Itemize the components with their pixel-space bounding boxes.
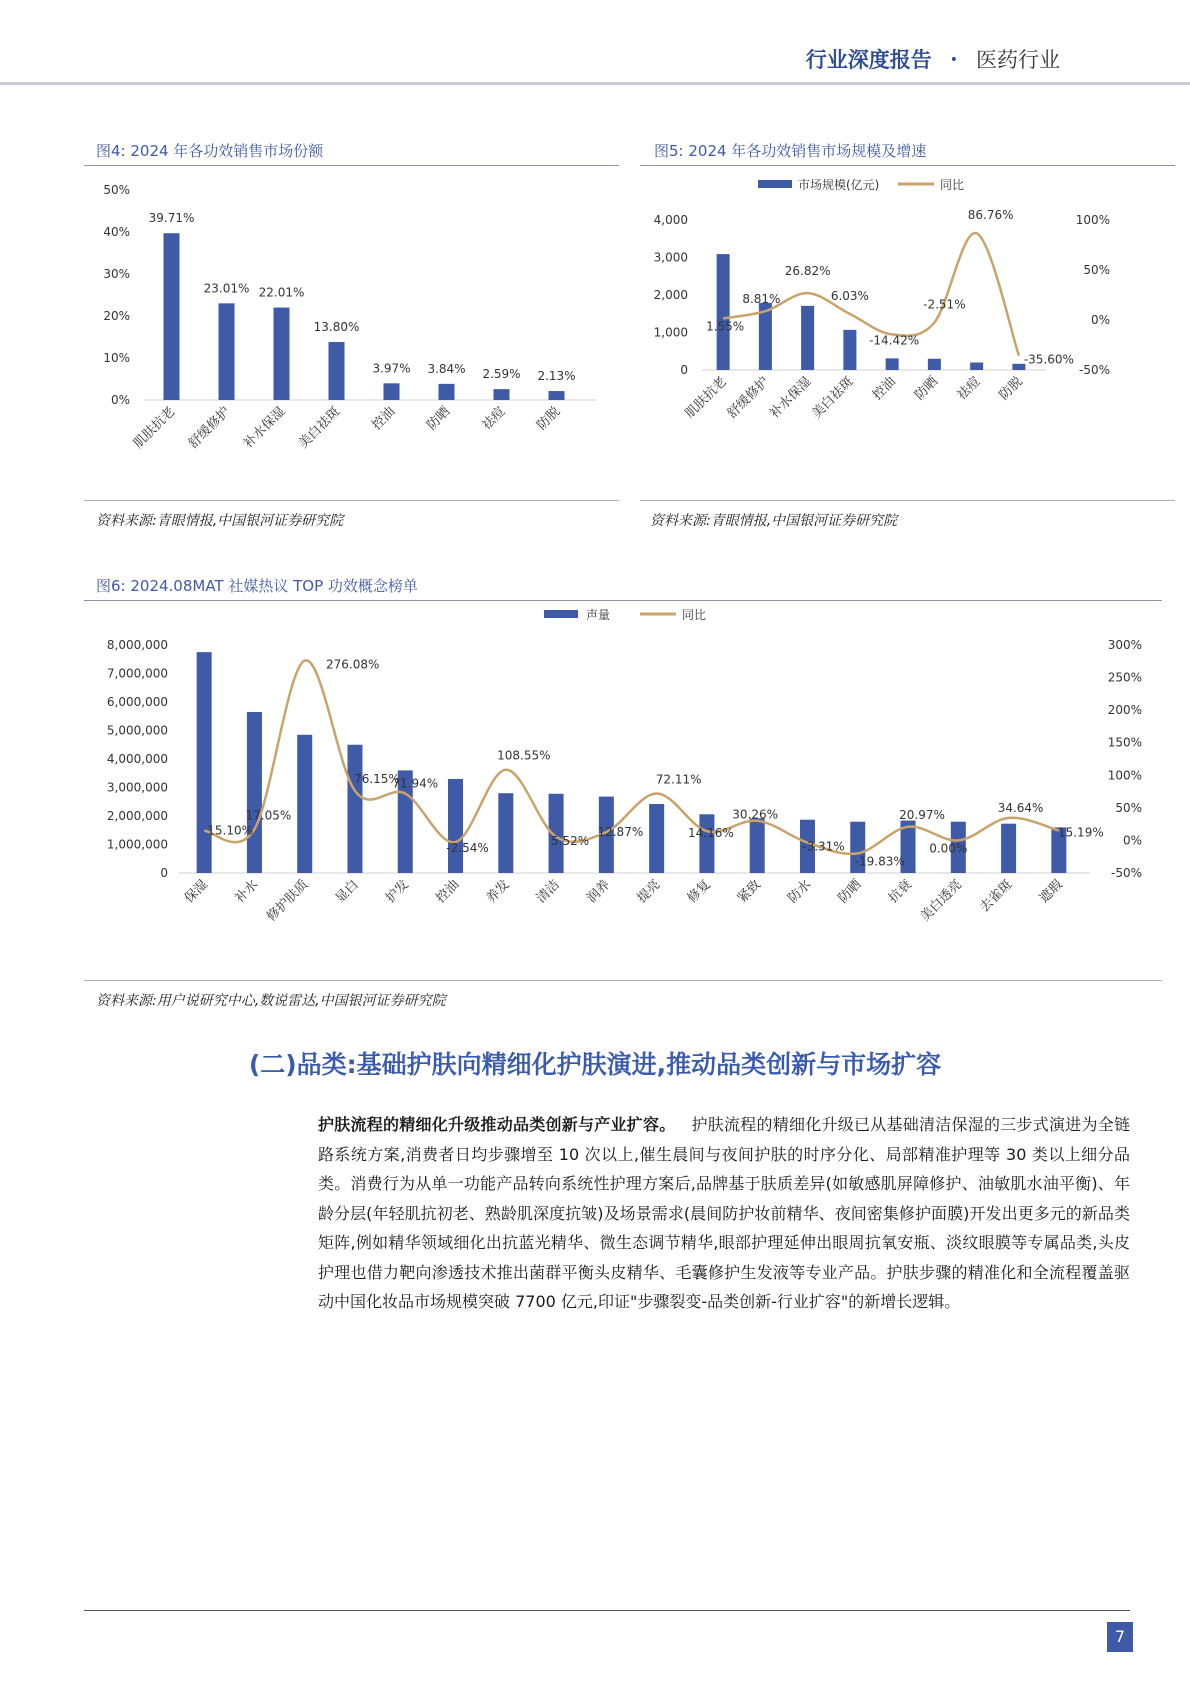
fig5-ytick-right: -50%	[1078, 363, 1110, 377]
fig4-data-label: 2.13%	[537, 369, 576, 384]
fig6-category-label: 去雀斑	[977, 877, 1016, 916]
fig6-bar	[297, 735, 312, 873]
fig4-category-label: 防晒	[424, 404, 454, 434]
report-type: 行业深度报告	[805, 48, 932, 72]
fig6-title: 图6: 2024.08MAT 社媒热议 TOP 功效概念榜单	[96, 577, 418, 595]
fig6-data-label: 34.64%	[997, 800, 1044, 815]
fig5-bar	[928, 359, 941, 370]
fig6-category-label: 护发	[383, 877, 413, 907]
fig6-bottom-rule	[84, 980, 1162, 981]
fig5-bar	[843, 330, 856, 370]
fig5-data-label: -2.51%	[923, 297, 966, 312]
fig4-source: 资料来源:青眼情报,中国银河证券研究院	[96, 513, 344, 529]
fig6-data-label: -19.83%	[854, 854, 905, 869]
fig6-bar	[649, 804, 664, 873]
fig5-legend-line-label: 同比	[940, 178, 965, 192]
fig5-bar	[801, 306, 814, 370]
fig6-ytick-left: 2,000,000	[106, 809, 168, 823]
fig4-ytick-label: 50%	[103, 183, 130, 197]
fig4-bar	[439, 384, 455, 400]
fig5-bar	[886, 358, 899, 370]
fig6-bar	[498, 793, 513, 873]
fig4-data-label: 13.80%	[313, 320, 360, 335]
fig4-bar	[164, 233, 180, 400]
fig4-ytick-label: 10%	[103, 351, 130, 365]
fig5-category-label: 控油	[869, 374, 899, 404]
fig6-ytick-right: 0%	[1122, 833, 1142, 848]
fig4-ytick-label: 0%	[110, 393, 130, 407]
fig5-category-label: 补水保湿	[767, 374, 815, 422]
fig4-bar	[494, 389, 510, 400]
fig5-data-label: 1.55%	[706, 319, 745, 334]
fig6-data-label: 72.11%	[655, 772, 702, 787]
fig6-ytick-left: 6,000,000	[106, 695, 168, 709]
fig6-ytick-left: 7,000,000	[106, 666, 168, 681]
fig4-category-label: 美白祛斑	[295, 404, 344, 452]
fig6-data-label: 108.55%	[497, 748, 551, 763]
fig6-category-label: 遮瑕	[1036, 877, 1066, 907]
fig6-data-label: -2.54%	[446, 841, 489, 856]
fig6-bar	[1001, 824, 1016, 873]
fig5-category-label: 舒缓修护	[724, 374, 773, 422]
fig5-top-rule	[640, 165, 1175, 166]
fig5-ytick-left: 0	[680, 363, 688, 377]
fig6-ytick-left: 0	[160, 866, 168, 880]
fig6-bar	[347, 745, 362, 873]
fig4-category-label: 补水保湿	[240, 404, 289, 452]
fig6-ytick-right: 100%	[1107, 768, 1142, 783]
fig6-top-rule	[84, 600, 1162, 601]
fig5-data-label: 26.82%	[784, 264, 831, 279]
fig6-category-label: 显白	[332, 877, 362, 907]
fig6-category-label: 修复	[684, 877, 714, 907]
fig6-category-label: 防水	[785, 877, 815, 907]
paragraph-body: 护肤流程的精细化升级已从基础清洁保湿的三步式演进为全链路系统方案,消费者日均步骤增至 10 次以上,催生晨间与夜间护肤的时序分化、局部精准护理等 30 类以上细分品类。消费行为从单一功能产品转向系统性护理方案后,品牌基于肤质差异(如敏感肌屏障修护、油敏肌水油平衡)、年龄分层(年轻肌抗初老、熟龄肌深度抗皱)及场景需求(晨间防护妆前精华、夜间密集修护面膜)开发出更多元的新品类矩阵,例如精华领域细化出抗蓝光精华、微生态调节精华,眼部护理延伸出眼周抗氧安瓶、淡纹眼膜等专属品类,头皮护理也借力靶向渗透技术推出菌群平衡头皮精华、毛囊修护生发液等专业产品。护肤步骤的精准化和全流程覆盖驱动中国化妆品市场规模突破 7700 亿元,印证"步骤裂变-品类创新-行业扩容"的新增长逻辑。	[318, 1115, 1130, 1311]
sector-name: 医药行业	[976, 48, 1060, 72]
fig4-data-label: 2.59%	[482, 367, 521, 382]
fig6-legend-bar-label: 声量	[586, 608, 611, 622]
fig6-data-label: 14.16%	[688, 826, 734, 841]
fig5-category-label: 防晒	[912, 374, 942, 404]
fig6-data-label: 17.05%	[245, 808, 292, 823]
fig4-ytick-label: 20%	[103, 309, 130, 323]
fig6-ytick-left: 1,000,000	[106, 837, 168, 852]
fig6-data-label: 71.94%	[392, 776, 439, 791]
fig5-ytick-left: 2,000	[653, 288, 688, 302]
fig5-category-label: 肌肤抗老	[682, 374, 730, 422]
fig6-ytick-right: 250%	[1107, 670, 1142, 685]
fig4-category-label: 舒缓修护	[185, 404, 234, 452]
fig6-category-label: 紧致	[735, 877, 765, 907]
page-number: 7	[1107, 1622, 1133, 1652]
fig5-bar	[970, 363, 983, 371]
fig5-ytick-left: 1,000	[653, 325, 688, 340]
paragraph-lead: 护肤流程的精细化升级推动品类创新与产业扩容。	[318, 1115, 676, 1134]
fig6-legend-bar-swatch	[544, 610, 578, 618]
footer-divider	[84, 1610, 1130, 1611]
fig6-ytick-right: -50%	[1110, 866, 1142, 880]
fig5-bottom-rule	[640, 500, 1175, 501]
fig5-data-label: 8.81%	[742, 292, 781, 307]
fig4-data-label: 23.01%	[203, 281, 250, 296]
fig5-data-label: -14.42%	[869, 333, 920, 348]
fig6-ytick-left: 4,000,000	[106, 752, 168, 766]
section-paragraph	[318, 1110, 1130, 1317]
fig6-category-label: 美白透亮	[917, 877, 966, 925]
fig6-data-label: 15.19%	[1057, 825, 1104, 840]
fig6-legend-line-label: 同比	[682, 608, 707, 622]
header-divider	[0, 82, 1190, 85]
fig6-category-label: 修护肤质	[264, 877, 312, 925]
fig6-ytick-left: 3,000,000	[106, 780, 168, 795]
fig6-chart	[84, 605, 1162, 975]
fig4-ytick-label: 30%	[103, 267, 130, 281]
fig6-ytick-right: 50%	[1115, 800, 1142, 815]
fig4-category-label: 防脱	[534, 404, 564, 434]
fig4-bar	[219, 303, 235, 400]
fig5-title: 图5: 2024 年各功效销售市场规模及增速	[654, 142, 927, 160]
fig5-chart	[640, 170, 1175, 500]
fig4-data-label: 22.01%	[258, 285, 305, 300]
fig4-bar	[549, 391, 565, 400]
fig6-category-label: 抗衰	[885, 877, 915, 907]
fig5-category-label: 美白祛斑	[809, 374, 857, 422]
fig4-category-label: 肌肤抗老	[130, 404, 179, 452]
fig4-chart	[84, 170, 619, 500]
fig4-bottom-rule	[84, 500, 619, 501]
fig4-category-label: 控油	[369, 404, 399, 434]
fig4-data-label: 3.84%	[427, 361, 466, 376]
fig6-data-label: 0.00%	[929, 841, 968, 856]
fig4-bar	[274, 308, 290, 400]
fig6-ytick-right: 300%	[1107, 638, 1142, 652]
page-header	[806, 44, 1060, 74]
fig6-category-label: 润养	[584, 877, 614, 907]
fig6-ytick-right: 200%	[1107, 703, 1142, 718]
fig4-top-rule	[84, 165, 619, 166]
fig6-data-label: 15.10%	[207, 823, 254, 838]
fig4-ytick-label: 40%	[103, 225, 130, 239]
fig6-data-label: -3.31%	[802, 839, 845, 854]
fig6-category-label: 补水	[232, 877, 262, 907]
fig6-category-label: 保湿	[181, 877, 211, 907]
fig4-bar	[384, 383, 400, 400]
fig6-source: 资料来源:用户说研究中心,数说雷达,中国银河证券研究院	[96, 993, 446, 1009]
fig6-data-label: 276.08%	[325, 657, 380, 672]
fig6-data-label: 20.97%	[899, 807, 945, 822]
fig6-data-label: 76.15%	[354, 771, 400, 786]
fig4-title: 图4: 2024 年各功效销售市场份额	[96, 142, 324, 160]
fig5-bar	[717, 254, 730, 370]
fig6-ytick-left: 5,000,000	[106, 723, 168, 738]
fig5-data-label: -35.60%	[1023, 352, 1074, 367]
fig6-data-label: 5.52%	[551, 833, 590, 848]
header-separator: •	[949, 52, 958, 68]
fig5-legend-bar-swatch	[758, 180, 792, 188]
fig5-ytick-left: 3,000	[653, 250, 688, 265]
fig6-category-label: 提亮	[634, 877, 664, 907]
fig5-ytick-right: 50%	[1083, 263, 1110, 277]
fig4-category-label: 祛痘	[479, 404, 509, 434]
fig5-category-label: 祛痘	[954, 374, 984, 404]
fig6-bar	[448, 779, 463, 873]
fig5-ytick-right: 100%	[1075, 213, 1110, 227]
fig4-bar	[329, 342, 345, 400]
fig6-category-label: 清洁	[533, 877, 563, 907]
fig4-data-label: 39.71%	[148, 211, 195, 226]
fig6-category-label: 养发	[483, 877, 513, 907]
fig5-ytick-right: 0%	[1090, 313, 1110, 327]
fig6-category-label: 防晒	[835, 877, 865, 907]
fig5-category-label: 防脱	[996, 374, 1026, 404]
fig6-bar	[699, 814, 714, 873]
fig6-ytick-left: 8,000,000	[106, 638, 168, 652]
fig6-bar	[750, 818, 765, 873]
fig6-data-label: 12.87%	[597, 825, 644, 840]
fig5-ytick-left: 4,000	[653, 213, 688, 227]
fig5-data-label: 6.03%	[830, 288, 869, 303]
fig6-bar	[247, 712, 262, 873]
fig5-data-label: 86.76%	[967, 208, 1014, 223]
fig5-legend-bar-label: 市场规模(亿元)	[798, 178, 880, 192]
fig6-ytick-right: 150%	[1107, 735, 1142, 750]
fig5-source: 资料来源:青眼情报,中国银河证券研究院	[650, 513, 898, 529]
fig6-bar	[197, 652, 212, 873]
fig4-data-label: 3.97%	[372, 361, 411, 376]
fig6-data-label: 30.26%	[732, 807, 779, 822]
section-heading: (二)品类:基础护肤向精细化护肤演进,推动品类创新与市场扩容	[248, 1050, 942, 1079]
fig6-category-label: 控油	[433, 877, 463, 907]
